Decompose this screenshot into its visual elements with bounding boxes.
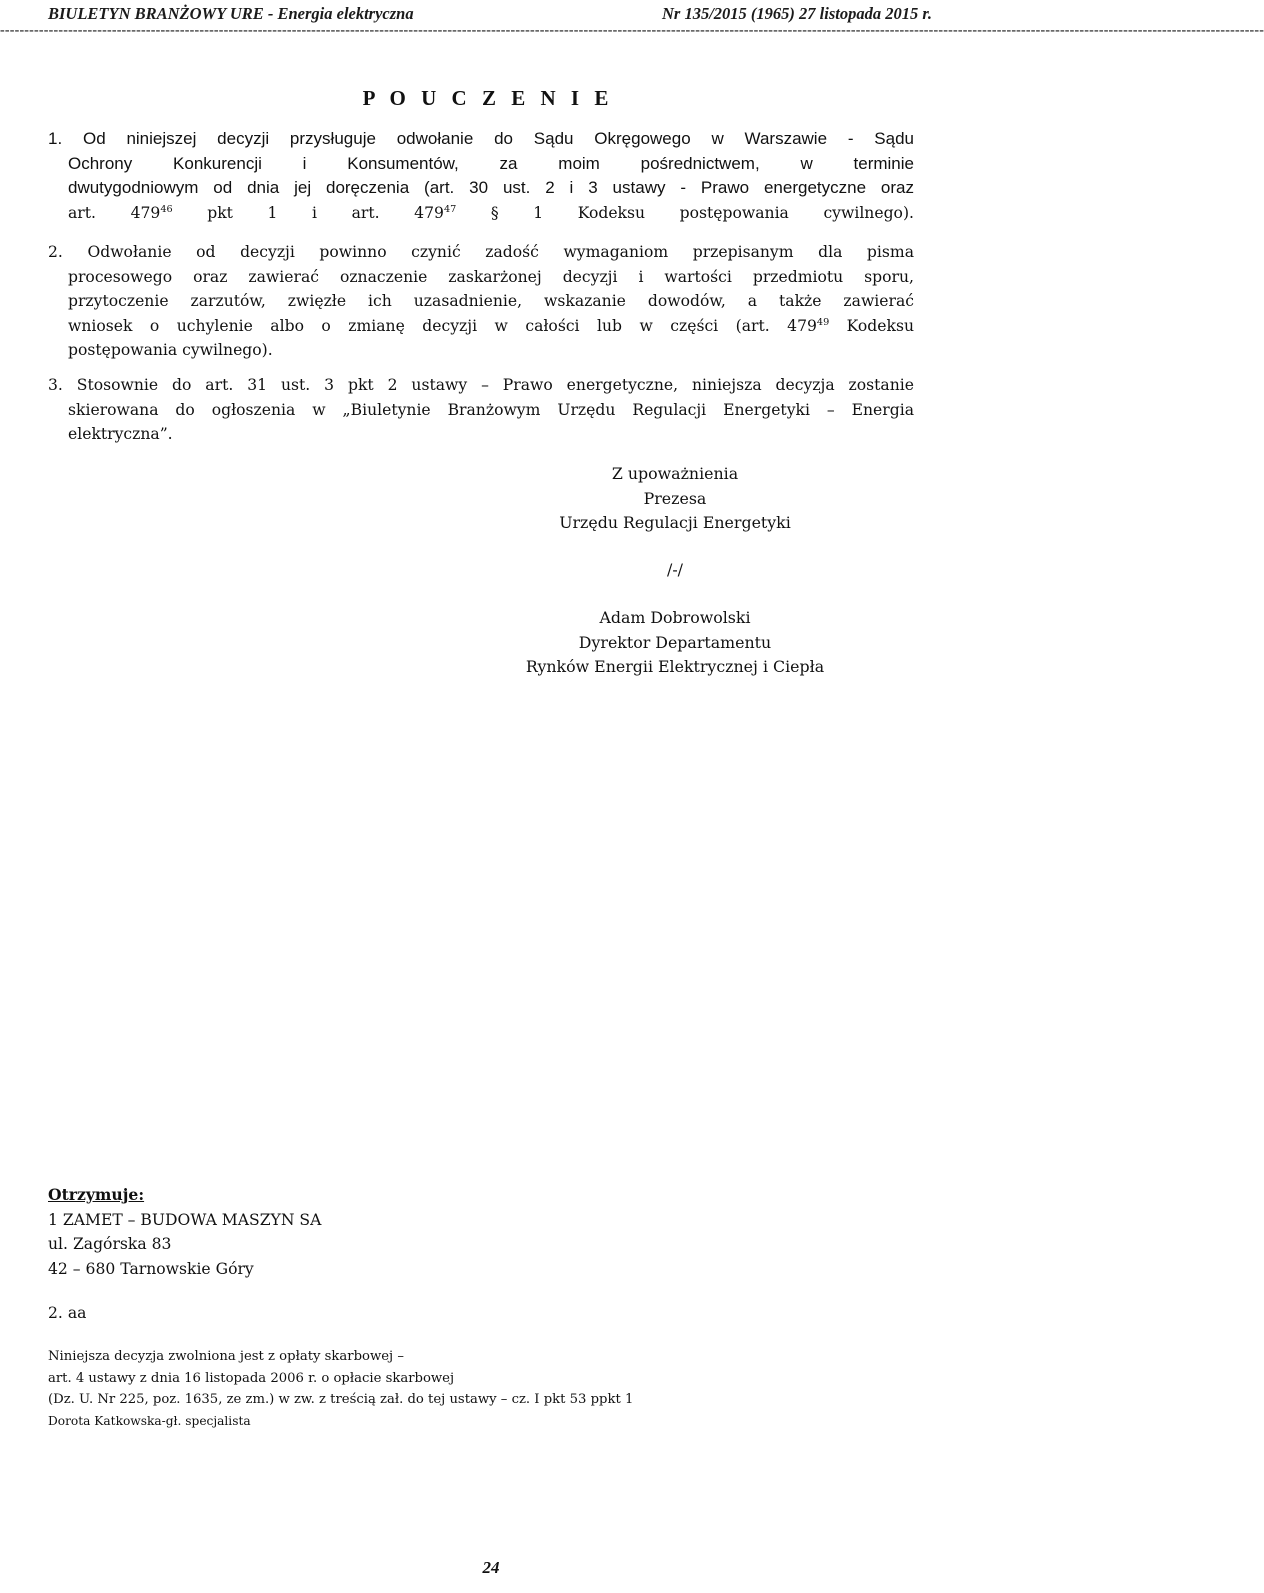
fee-exemption-note <box>48 1346 633 1432</box>
instruction-point-3 <box>48 373 914 447</box>
instruction-point-1 <box>48 127 914 226</box>
page-title: P O U C Z E N I E <box>362 86 614 110</box>
note-line: art. 4 ustawy z dnia 16 listopada 2006 r. o opłacie skarbowej <box>48 1370 455 1386</box>
recipient-line: ul. Zagórska 83 <box>48 1235 172 1253</box>
text-line: dwutygodniowym od dnia jej doręczenia (art. 30 ust. 2 i 3 ustawy - Prawo energetyczne oraz <box>68 178 914 198</box>
recipients-block <box>48 1183 321 1281</box>
page-number: 24 <box>482 1558 500 1577</box>
bulletin-title: BIULETYN BRANŻOWY URE - Energia elektryczna <box>48 4 414 23</box>
signature-line: Urzędu Regulacji Energetyki <box>559 513 791 532</box>
text-line: skierowana do ogłoszenia w „Biuletynie Branżowym Urzędu Regulacji Energetyki – Energia <box>68 400 914 419</box>
text-line: Ochrony Konkurencji i Konsumentów, za moim pośrednictwem, w terminie <box>68 153 914 173</box>
note-line: (Dz. U. Nr 225, poz. 1635, ze zm.) w zw. z treścią zał. do tej ustawy – cz. I pkt 53 ppkt 1 <box>48 1392 634 1407</box>
text-line: art. $479^{46}$ pkt 1 i art. $479^{47}$ § 1 Kodeksu postępowania cywilnego). <box>68 203 914 223</box>
header-divider: -------------------------------------------------------------------------------------------------------------------------------------------------------------------------------------------------------------------------------------------------------------------- <box>0 23 1264 38</box>
text-line: 1. Od niniejszej decyzji przysługuje odwołanie do Sądu Okręgowego w Warszawie - Sądu <box>48 129 914 148</box>
signatory-department: Rynków Energii Elektrycznej i Ciepła <box>525 657 825 676</box>
text-line: procesowego oraz zawierać oznaczenie zaskarżonej decyzji i wartości przedmiotu sporu, <box>68 267 914 286</box>
text-line: 3. Stosownie do art. 31 ust. 3 pkt 2 ustawy – Prawo energetyczne, niniejsza decyzja zostanie <box>48 376 914 394</box>
signatory-position: Dyrektor Departamentu <box>578 632 772 652</box>
text-line: postępowania cywilnego). <box>68 341 273 359</box>
signature-line: Prezesa <box>643 488 707 508</box>
signature-mark: /-/ <box>667 560 683 579</box>
issue-info: Nr 135/2015 (1965) 27 listopada 2015 r. <box>662 4 932 23</box>
signatory <box>410 606 940 680</box>
recipients-heading: Otrzymuje: <box>48 1185 145 1204</box>
text-line: przytoczenie zarzutów, zwięzłe ich uzasadnienie, wskazanie dowodów, a także zawierać <box>68 292 914 310</box>
instruction-point-2 <box>48 240 914 363</box>
recipient-line: 1 ZAMET – BUDOWA MASZYN SA <box>48 1210 322 1229</box>
signature-line: Z upoważnienia <box>611 464 739 483</box>
text-line: 2. Odwołanie od decyzji powinno czynić zadość wymaganiom przepisanym dla pisma <box>48 243 914 261</box>
note-line: Niniejsza decyzja zwolniona jest z opłaty skarbowej – <box>48 1349 404 1364</box>
recipient-item-2: 2. aa <box>48 1304 87 1322</box>
text-line: wniosek o uchylenie albo o zmianę decyzji w całości lub w części (art. $479^{49}$ Kodeksu <box>68 316 915 335</box>
signatory-name: Adam Dobrowolski <box>599 608 751 627</box>
text-line: elektryczna”. <box>68 425 173 443</box>
signature-authority <box>410 462 940 536</box>
note-author: Dorota Katkowska-gł. specjalista <box>48 1413 251 1428</box>
recipient-line: 42 – 680 Tarnowskie Góry <box>48 1259 254 1278</box>
